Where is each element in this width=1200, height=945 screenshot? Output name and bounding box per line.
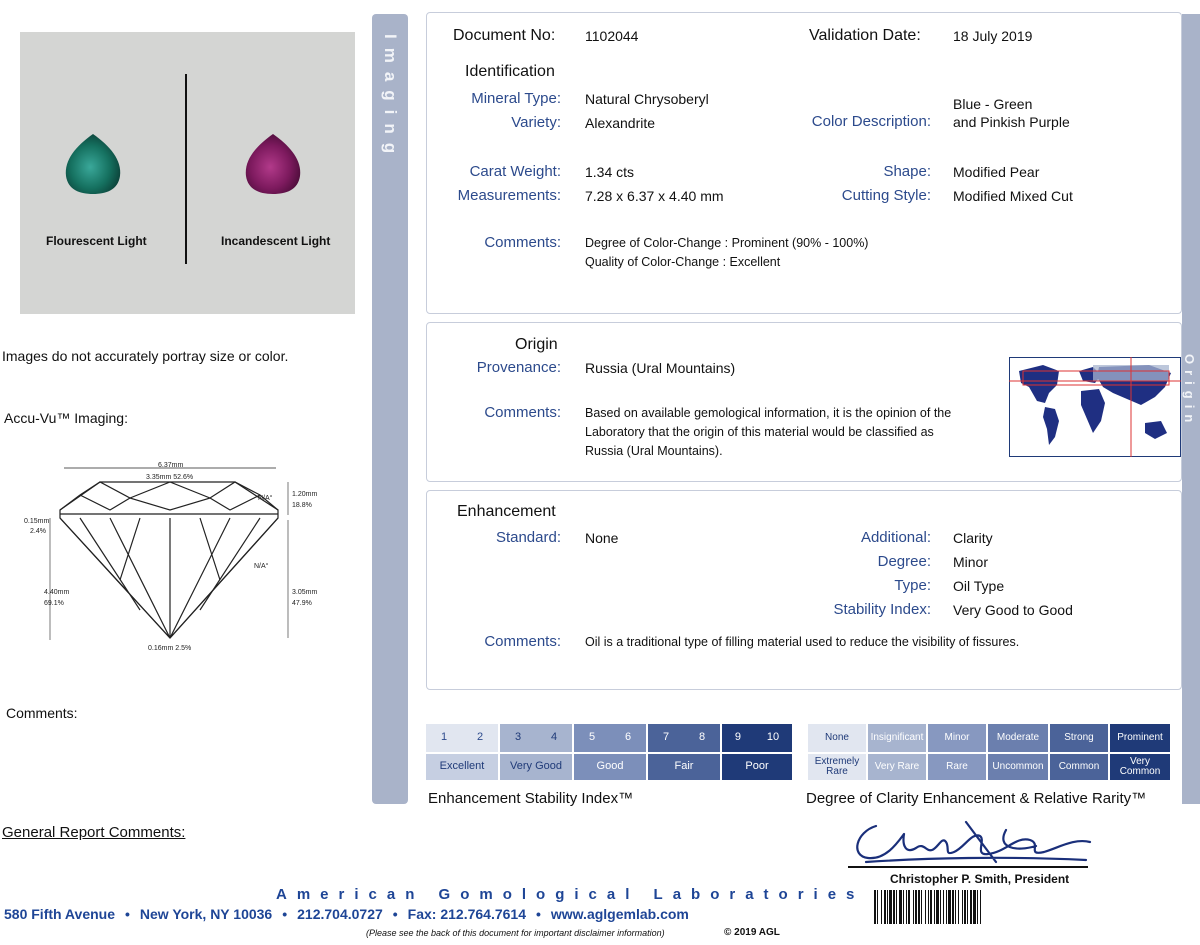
scale-number: 1 <box>440 731 448 744</box>
stability-scale-caption: Enhancement Stability Index™ <box>428 790 634 807</box>
rarity-very-common: Very Common <box>1110 754 1170 780</box>
identification-title: Identification <box>465 63 555 80</box>
footer-fax: Fax: 212.764.7614 <box>407 906 526 922</box>
color-description-line2: and Pinkish Purple <box>953 114 1070 130</box>
grade-very-good: Very Good <box>500 754 572 780</box>
rarity-very-rare: Very Rare <box>868 754 926 780</box>
barcode <box>874 890 1096 924</box>
scale-number: 5 <box>588 731 596 744</box>
validation-date-value: 18 July 2019 <box>953 28 1033 44</box>
signature-line <box>848 866 1088 868</box>
image-disclaimer: Images do not accurately portray size or color. <box>2 348 289 364</box>
rarity-common: Common <box>1050 754 1108 780</box>
barcode-bar <box>981 890 982 924</box>
diagram-crown-height-mm: 1.20mm <box>292 491 318 498</box>
diagram-culet: 0.16mm 2.5% <box>148 645 192 652</box>
standard-label: Standard: <box>495 529 561 546</box>
doc-no-label: Document No: <box>453 27 556 44</box>
footer-phone: 212.704.0727 <box>297 906 383 922</box>
grade-fair: Fair <box>648 754 720 780</box>
measurements-label: Measurements: <box>457 187 561 204</box>
additional-label: Additional: <box>860 529 931 546</box>
enhancement-title: Enhancement <box>457 503 556 520</box>
identification-comment-1: Degree of Color-Change : Prominent (90% - 100%) <box>585 236 869 250</box>
accuvu-label: Accu-Vu™ Imaging: <box>4 410 128 426</box>
diagram-width: 6.37mm <box>158 462 184 469</box>
scale-number: 2 <box>476 731 484 744</box>
footer-separator: • <box>125 906 130 922</box>
footer-contact-line <box>4 906 689 922</box>
degree-insignificant: Insignificant <box>868 724 926 752</box>
diagram-depth-pct: 69.1% <box>44 600 64 607</box>
grade-excellent: Excellent <box>426 754 498 780</box>
scale-number: 3 <box>514 731 522 744</box>
degree-moderate: Moderate <box>988 724 1048 752</box>
enhancement-section <box>426 490 1182 690</box>
type-value: Oil Type <box>953 578 1005 594</box>
type-label: Type: <box>894 577 931 594</box>
scale-number: 4 <box>550 731 558 744</box>
degree-strong: Strong <box>1050 724 1108 752</box>
provenance-value: Russia (Ural Mountains) <box>585 360 736 376</box>
variety-label: Variety: <box>511 114 561 131</box>
imaging-band-label: Imaging <box>381 34 400 163</box>
carat-weight-label: Carat Weight: <box>469 163 561 180</box>
footer-organization: American Gomological Laboratories <box>276 886 865 903</box>
shape-label: Shape: <box>883 163 931 180</box>
scale-number: 10 <box>766 731 780 744</box>
origin-comment-1: Based on available gemological information, it is the opinion of the <box>585 406 952 420</box>
validation-date-label: Validation Date: <box>809 27 921 44</box>
scale-number: 8 <box>698 731 706 744</box>
stability-index-label: Stability Index: <box>833 601 931 618</box>
gem-fluorescent-image <box>62 132 124 196</box>
provenance-label: Provenance: <box>476 359 561 376</box>
variety-value: Alexandrite <box>585 115 656 131</box>
degree-prominent: Prominent <box>1110 724 1170 752</box>
identification-section <box>426 12 1182 314</box>
right-band <box>1182 14 1200 804</box>
rarity-uncommon: Uncommon <box>988 754 1048 780</box>
origin-band-label: Origin <box>1182 354 1197 429</box>
measurements-value: 7.28 x 6.37 x 4.40 mm <box>585 188 724 204</box>
footer-website[interactable]: www.aglgemlab.com <box>550 906 689 922</box>
rarity-extremely-rare: Extremely Rare <box>808 754 866 780</box>
identification-comments-label: Comments: <box>484 234 561 251</box>
cutting-style-value: Modified Mixed Cut <box>953 188 1073 204</box>
degree-none: None <box>808 724 866 752</box>
footer-disclaimer: (Please see the back of this document for important disclaimer information) <box>366 928 665 938</box>
signature-image <box>846 812 1096 870</box>
scale-number: 9 <box>734 731 742 744</box>
footer-separator: • <box>282 906 288 922</box>
cutting-style-label: Cutting Style: <box>841 187 931 204</box>
scale-cell-9-10 <box>722 724 792 752</box>
diagram-pavilion-angle: N/A° <box>254 563 269 570</box>
scale-cell-1-2 <box>426 724 498 752</box>
footer-address: 580 Fifth Avenue <box>4 906 115 922</box>
origin-comments-label: Comments: <box>484 404 561 421</box>
origin-comment-3: Russia (Ural Mountains). <box>585 444 723 458</box>
diagram-girdle-mm: 0.15mm <box>24 518 50 525</box>
gem-incandescent-image <box>242 132 304 196</box>
origin-section <box>426 322 1182 482</box>
scale-number: 7 <box>662 731 670 744</box>
imaging-comments-label: Comments: <box>6 705 78 721</box>
identification-comment-2: Quality of Color-Change : Excellent <box>585 255 781 269</box>
scale-cell-7-8 <box>648 724 720 752</box>
diagram-pavilion-depth-mm: 3.05mm <box>292 589 318 596</box>
diagram-girdle-pct: 2.4% <box>30 528 46 535</box>
footer-separator: • <box>536 906 541 922</box>
diagram-pavilion-depth-pct: 47.9% <box>292 600 312 607</box>
general-report-comments-label: General Report Comments: <box>2 824 186 841</box>
scale-number: 6 <box>624 731 632 744</box>
enhancement-comments-label: Comments: <box>484 633 561 650</box>
shape-value: Modified Pear <box>953 164 1040 180</box>
gem-photo-panel <box>20 32 355 314</box>
rarity-rare: Rare <box>928 754 986 780</box>
origin-title: Origin <box>515 336 558 353</box>
world-map <box>1009 357 1181 457</box>
color-description-label: Color Description: <box>811 113 931 130</box>
stability-index-value: Very Good to Good <box>953 602 1073 618</box>
clarity-scale <box>808 724 1170 780</box>
degree-label: Degree: <box>877 553 931 570</box>
degree-value: Minor <box>953 554 989 570</box>
scale-cell-3-4 <box>500 724 572 752</box>
diagram-table: 3.35mm 52.6% <box>146 474 194 481</box>
diagram-depth-mm: 4.40mm <box>44 589 70 596</box>
mineral-type-value: Natural Chrysoberyl <box>585 91 709 107</box>
mineral-type-label: Mineral Type: <box>471 90 561 107</box>
diagram-crown-angle: N/A° <box>258 495 273 502</box>
enhancement-comment: Oil is a traditional type of filling material used to reduce the visibility of fissures. <box>585 635 1020 649</box>
grade-good: Good <box>574 754 646 780</box>
photo-divider <box>185 74 187 264</box>
grade-poor: Poor <box>722 754 792 780</box>
clarity-scale-caption: Degree of Clarity Enhancement & Relative Rarity™ <box>806 790 1147 807</box>
color-description-line1: Blue - Green <box>953 96 1033 112</box>
scale-cell-5-6 <box>574 724 646 752</box>
imaging-band <box>372 14 408 804</box>
additional-value: Clarity <box>953 530 993 546</box>
signatory-name: Christopher P. Smith, President <box>890 872 1070 886</box>
footer-separator: • <box>392 906 398 922</box>
footer-copyright: © 2019 AGL <box>724 927 780 938</box>
gem-profile-diagram <box>20 460 340 655</box>
incandescent-light-label: Incandescent Light <box>221 234 331 248</box>
origin-comment-2: Laboratory that the origin of this material would be classified as <box>585 425 934 439</box>
fluorescent-light-label: Flourescent Light <box>46 234 147 248</box>
stability-scale <box>426 724 792 780</box>
footer-city: New York, NY 10036 <box>139 906 273 922</box>
doc-no-value: 1102044 <box>585 28 639 44</box>
carat-weight-value: 1.34 cts <box>585 164 635 180</box>
standard-value: None <box>585 530 619 546</box>
diagram-crown-height-pct: 18.8% <box>292 502 312 509</box>
degree-minor: Minor <box>928 724 986 752</box>
